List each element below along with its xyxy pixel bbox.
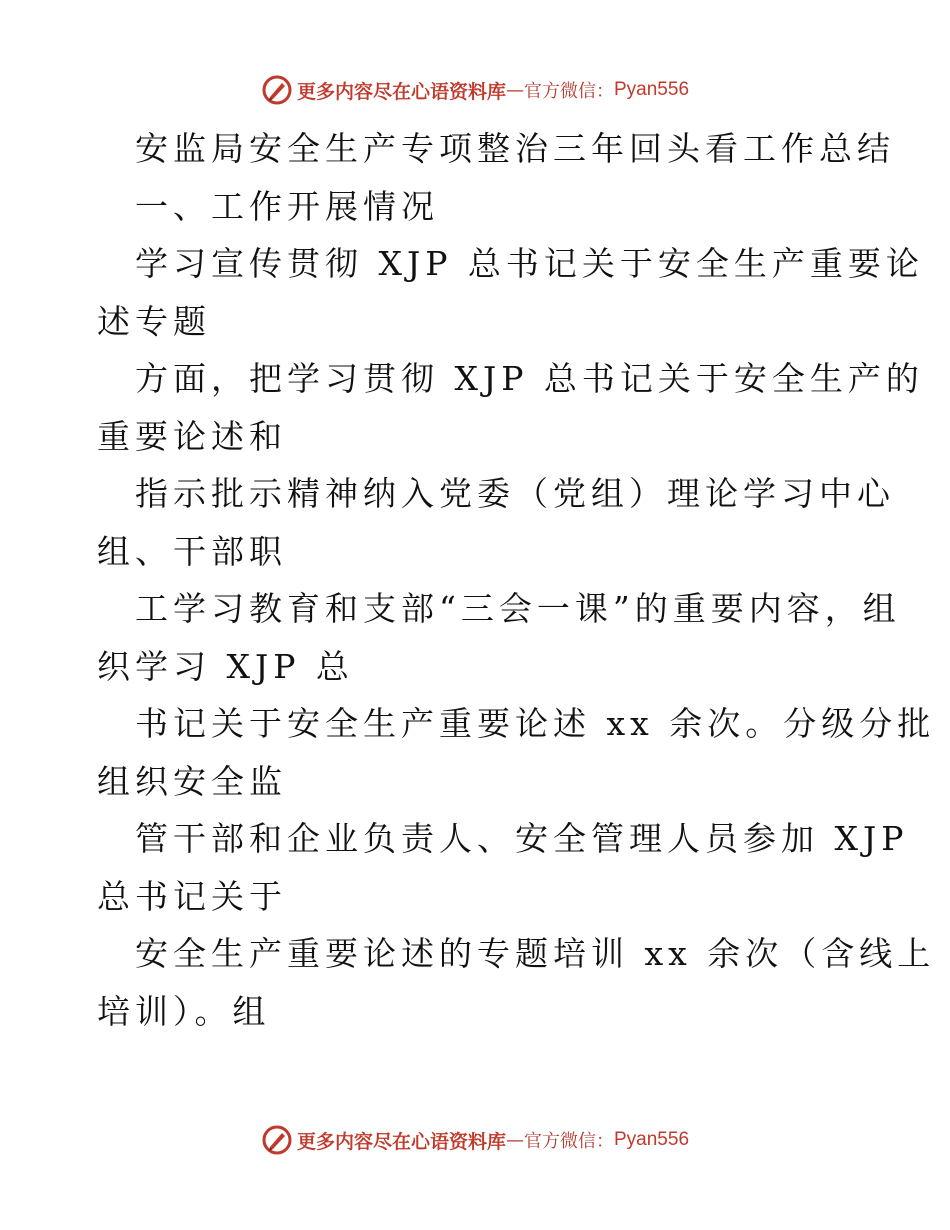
banner-separator: — <box>506 1129 524 1151</box>
pen-logo-icon <box>261 74 293 106</box>
banner-wechat-handle: Pyan556 <box>614 1129 690 1150</box>
header-banner <box>0 70 950 110</box>
text-line: 组、干部职 <box>97 531 287 571</box>
text-line: 方面，把学习贯彻 XJP 总书记关于安全生产的 <box>135 359 924 398</box>
text-line: 学习宣传贯彻 XJP 总书记关于安全生产重要论 <box>135 244 924 283</box>
banner-wechat-label: 官方微信： <box>524 1131 614 1152</box>
text-line: 总书记关于 <box>97 876 287 916</box>
banner-brand: 更多内容尽在心语资料库 <box>296 80 506 103</box>
document-body <box>97 120 936 1040</box>
text-line: 组织安全监 <box>97 761 287 801</box>
banner-wechat-handle: Pyan556 <box>614 79 690 100</box>
text-line: 培训）。组 <box>97 991 271 1031</box>
text-line: 书记关于安全生产重要论述 xx 余次。分级分批 <box>135 704 936 743</box>
text-line: 安全生产重要论述的专题培训 xx 余次（含线上 <box>135 934 936 973</box>
document-title: 安监局安全生产专项整治三年回头看工作总结 <box>135 129 895 168</box>
text-line: 述专题 <box>97 301 211 341</box>
text-line: 重要论述和 <box>97 416 287 456</box>
text-line: 管干部和企业负责人、安全管理人员参加 XJP <box>135 819 909 858</box>
banner-wechat-label: 官方微信： <box>524 81 614 102</box>
pen-logo-icon <box>261 1124 293 1156</box>
footer-banner <box>0 1120 950 1160</box>
banner-brand: 更多内容尽在心语资料库 <box>296 1130 506 1153</box>
banner-separator: — <box>506 79 524 101</box>
text-line: 一、工作开展情况 <box>135 186 439 226</box>
text-line: 织学习 XJP 总 <box>97 646 354 686</box>
text-line: 工学习教育和支部“三会一课”的重要内容，组 <box>135 589 901 628</box>
text-line: 指示批示精神纳入党委（党组）理论学习中心 <box>135 474 895 513</box>
